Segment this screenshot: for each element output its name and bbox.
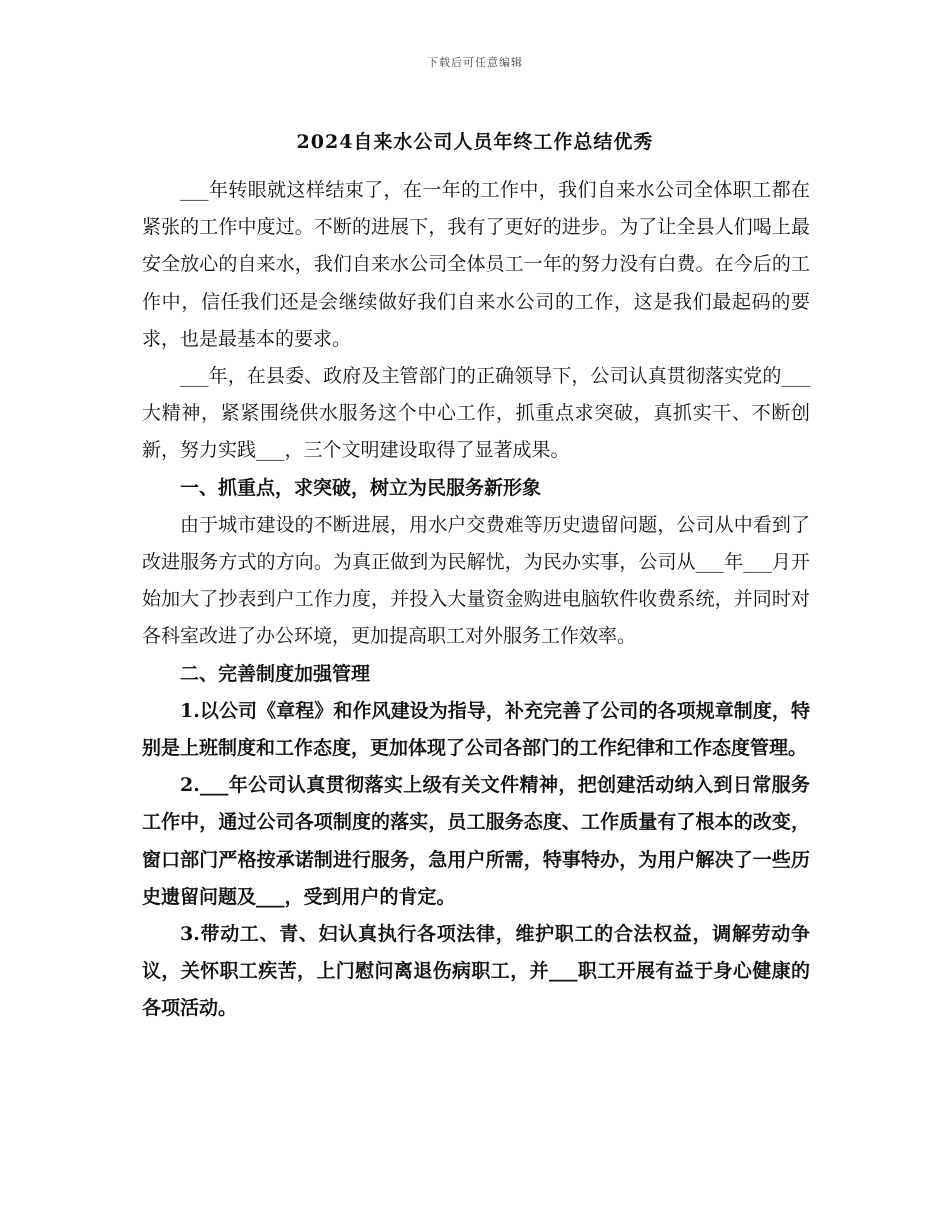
document-title: 2024自来水公司人员年终工作总结优秀 [296,131,654,153]
list-item-2: 2.___年公司认真贯彻落实上级有关文件精神，把创建活动纳入到日常服务工作中，通过公司各项制度的落实，员工服务态度、工作质量有了根本的改变，窗口部门严格按承诺制进行服务，急用户所需，特事特办，为用户解决了一些历史遗留问题及___，受到用户的肯定。 [142,774,810,908]
list-item-3: 3.带动工、青、妇认真执行各项法律，维护职工的合法权益，调解劳动争议，关怀职工疾苦，上门慰问离退伤病职工，并___职工开展有益于身心健康的各项活动。 [142,923,810,1020]
paragraph-overview: ___年，在县委、政府及主管部门的正确领导下，公司认真贯彻落实党的___大精神，紧紧围绕供水服务这个中心工作，抓重点求突破，真抓实干、不断创新，努力实践___，三个文明建设取得了显著成果。 [142,365,810,462]
paragraph-section-1: 由于城市建设的不断进展，用水户交费难等历史遗留问题，公司从中看到了改进服务方式的方向。为真正做到为民解忧，为民办实事，公司从___年___月开始加大了抄表到户工作力度，并投入大量资金购进电脑软件收费系统，并同时对各科室改进了办公环境，更加提高职工对外服务工作效率。 [142,513,810,648]
paragraph-intro: ___年转眼就这样结束了，在一年的工作中，我们自来水公司全体职工都在紧张的工作中度过。不断的进展下，我有了更好的进步。为了让全县人们喝上最安全放心的自来水，我们自来水公司全体员工一年的努力没有白费。在今后的工作中，信任我们还是会继续做好我们自来水公司的工作，这是我们最起码的要求，也是最基本的要求。 [142,179,810,350]
section-heading-1: 一、抓重点，求突破，树立为民服务新形象 [180,476,542,499]
list-item-1: 1.以公司《章程》和作风建设为指导，补充完善了公司的各项规章制度，特别是上班制度和工作态度，更加体现了公司各部门的工作纪律和工作态度管理。 [142,699,810,760]
page-header-note: 下载后可任意编辑 [427,56,523,69]
document-body [142,172,810,1028]
section-heading-2: 二、完善制度加强管理 [180,662,371,685]
